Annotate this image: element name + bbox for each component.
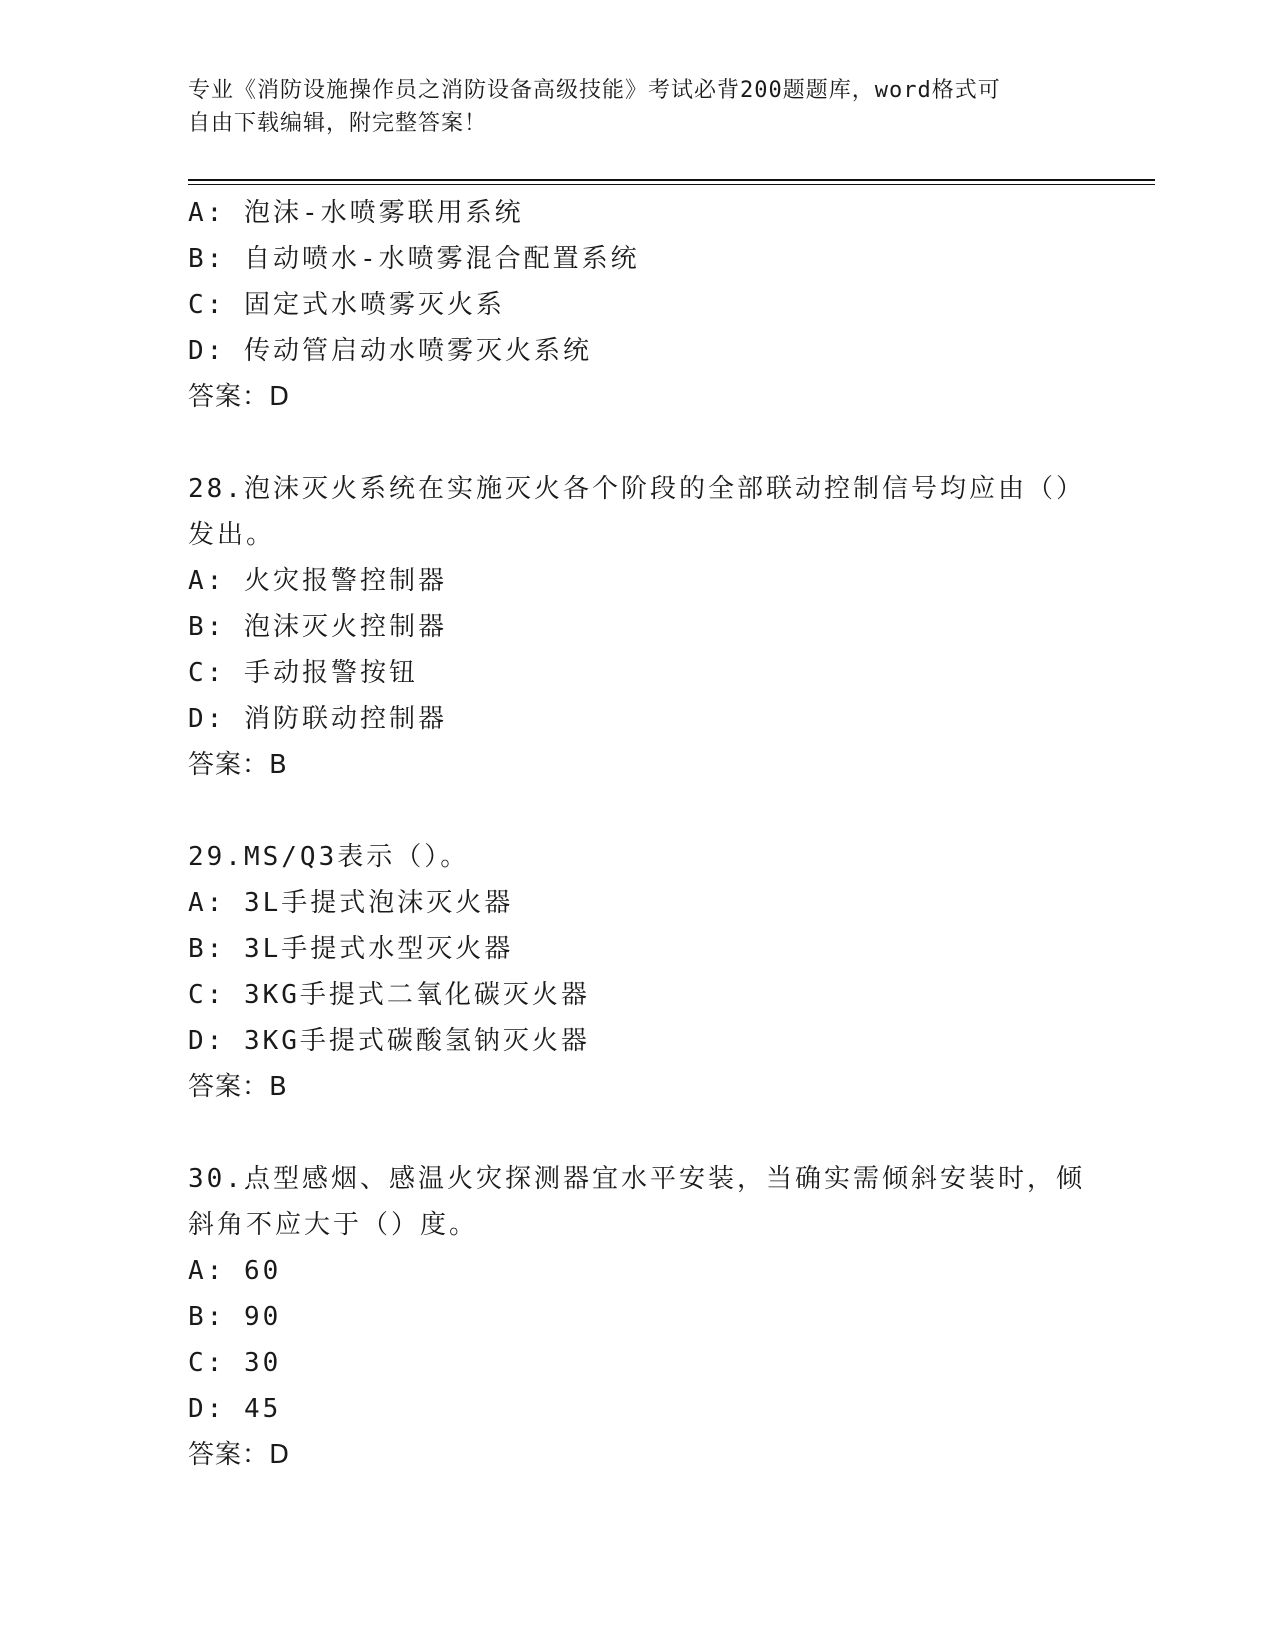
header-line-1: 专业《消防设施操作员之消防设备高级技能》考试必背200题题库，word格式可 <box>188 78 1001 103</box>
option-d: D: 45 <box>188 1394 282 1424</box>
option-d: D: 3KG手提式碳酸氢钠灭火器 <box>188 1026 590 1056</box>
option-a: A: 火灾报警控制器 <box>188 566 447 596</box>
answer-line: 答案：D <box>188 1440 291 1470</box>
question-stem-line-2: 发出。 <box>188 520 276 550</box>
question-stem-line-2: 斜角不应大于（）度。 <box>188 1210 479 1240</box>
option-d: D: 消防联动控制器 <box>188 704 447 734</box>
answer-line: 答案：D <box>188 382 291 412</box>
option-a: A: 泡沫-水喷雾联用系统 <box>188 198 524 228</box>
question-29 <box>188 834 1088 1110</box>
option-c: C: 手动报警按钮 <box>188 658 418 688</box>
option-b: B: 自动喷水-水喷雾混合配置系统 <box>188 244 640 274</box>
option-a: A: 60 <box>188 1256 282 1286</box>
question-28 <box>188 466 1088 788</box>
question-stem-line-1: 28.泡沫灭火系统在实施灭火各个阶段的全部联动控制信号均应由（） <box>188 474 1085 504</box>
header-divider-thin <box>188 184 1155 185</box>
option-b: B: 泡沫灭火控制器 <box>188 612 447 642</box>
spacer <box>188 1110 1088 1156</box>
option-d: D: 传动管启动水喷雾灭火系统 <box>188 336 592 366</box>
option-c: C: 固定式水喷雾灭火系 <box>188 290 505 320</box>
option-c: C: 3KG手提式二氧化碳灭火器 <box>188 980 590 1010</box>
question-stem-line-1: 30.点型感烟、感温火灾探测器宜水平安装，当确实需倾斜安装时，倾 <box>188 1164 1085 1194</box>
option-b: B: 3L手提式水型灭火器 <box>188 934 514 964</box>
answer-line: 答案：B <box>188 1072 288 1102</box>
question-list <box>188 190 1088 1478</box>
spacer <box>188 788 1088 834</box>
spacer <box>188 420 1088 466</box>
question-stem-line-1: 29.MS/Q3表示（）。 <box>188 842 470 872</box>
header-line-2: 自由下载编辑，附完整答案！ <box>188 111 488 136</box>
question-30 <box>188 1156 1088 1478</box>
option-c: C: 30 <box>188 1348 282 1378</box>
header-divider-thick <box>188 179 1155 181</box>
answer-line: 答案：B <box>188 750 288 780</box>
option-a: A: 3L手提式泡沫灭火器 <box>188 888 514 918</box>
option-b: B: 90 <box>188 1302 282 1332</box>
question-27 <box>188 190 1088 420</box>
document-header <box>188 74 1088 140</box>
